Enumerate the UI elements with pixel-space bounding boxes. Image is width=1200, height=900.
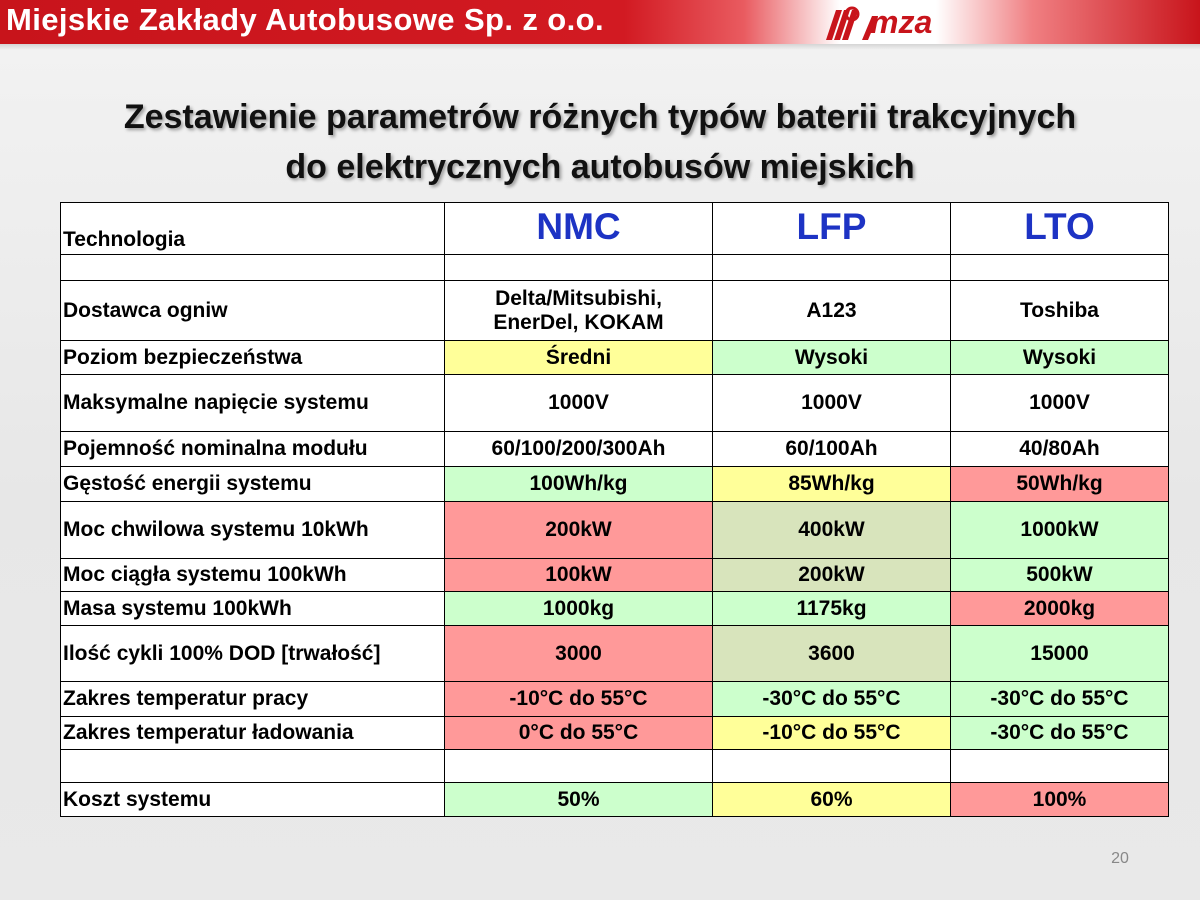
row-masa-systemu	[61, 592, 1169, 626]
cell-lto: Toshiba	[951, 281, 1169, 341]
cell-lto: 2000kg	[951, 592, 1169, 626]
header-label-technologia: Technologia	[61, 203, 445, 255]
cell-lfp: -30°C do 55°C	[713, 682, 951, 717]
row-zakres-temperatur-ladowania	[61, 717, 1169, 750]
header-lto: LTO	[951, 203, 1169, 255]
cell-lfp: -10°C do 55°C	[713, 717, 951, 750]
cell-lfp: 1175kg	[713, 592, 951, 626]
cell-lto	[951, 750, 1169, 783]
row-label: Koszt systemu	[61, 783, 445, 817]
cell-nmc	[445, 750, 713, 783]
row-poziom-bezpieczenstwa	[61, 341, 1169, 375]
row-label: Pojemność nominalna modułu	[61, 432, 445, 467]
cell-lto: 15000	[951, 626, 1169, 682]
row-label: Moc ciągła systemu 100kWh	[61, 559, 445, 592]
row-label: Gęstość energii systemu	[61, 467, 445, 502]
cell-lfp: 400kW	[713, 502, 951, 559]
cell-nmc: 100kW	[445, 559, 713, 592]
row-moc-ciagla	[61, 559, 1169, 592]
header-bar	[0, 0, 1200, 44]
cell-lfp: 60/100Ah	[713, 432, 951, 467]
empty-row-1	[61, 255, 1169, 281]
slide-title-line-2: do elektrycznych autobusów miejskich	[285, 148, 915, 186]
row-label	[61, 750, 445, 783]
row-dostawca-ogniw	[61, 281, 1169, 341]
row-ilosc-cykli	[61, 626, 1169, 682]
company-name: Miejskie Zakłady Autobusowe Sp. z o.o.	[6, 2, 604, 37]
row-label: Ilość cykli 100% DOD [trwałość]	[61, 626, 445, 682]
cell-nmc: 0°C do 55°C	[445, 717, 713, 750]
row-label: Masa systemu 100kWh	[61, 592, 445, 626]
row-label: Maksymalne napięcie systemu	[61, 375, 445, 432]
cell-lfp: 200kW	[713, 559, 951, 592]
row-pojemnosc-nominalna	[61, 432, 1169, 467]
cell-nmc: 3000	[445, 626, 713, 682]
cell-lfp: Wysoki	[713, 341, 951, 375]
slide-title-line-1: Zestawienie parametrów różnych typów baterii trakcyjnych	[123, 98, 1077, 136]
mza-logo	[822, 0, 962, 44]
cell-lfp: 3600	[713, 626, 951, 682]
slide-title	[0, 92, 1200, 192]
cell-lfp: 85Wh/kg	[713, 467, 951, 502]
cell-lto: 1000V	[951, 375, 1169, 432]
cell-lto: -30°C do 55°C	[951, 682, 1169, 717]
cell-nmc: 1000kg	[445, 592, 713, 626]
row-label: Zakres temperatur pracy	[61, 682, 445, 717]
row-koszt-systemu	[61, 783, 1169, 817]
row-label: Poziom bezpieczeństwa	[61, 341, 445, 375]
page-number: 20	[1111, 850, 1129, 867]
header-lfp: LFP	[713, 203, 951, 255]
cell-nmc: Delta/Mitsubishi, EnerDel, KOKAM	[445, 281, 713, 341]
cell-lfp	[713, 255, 951, 281]
table-header-row	[61, 203, 1169, 255]
cell-lfp: 1000V	[713, 375, 951, 432]
cell-lto: -30°C do 55°C	[951, 717, 1169, 750]
row-moc-chwilowa	[61, 502, 1169, 559]
cell-lfp: 60%	[713, 783, 951, 817]
cell-lto: 50Wh/kg	[951, 467, 1169, 502]
cell-lto	[951, 255, 1169, 281]
cell-lto: 100%	[951, 783, 1169, 817]
cell-nmc: 50%	[445, 783, 713, 817]
cell-lto: Wysoki	[951, 341, 1169, 375]
cell-nmc: 100Wh/kg	[445, 467, 713, 502]
battery-parameters-table	[60, 202, 1169, 817]
row-maksymalne-napiecie	[61, 375, 1169, 432]
row-zakres-temperatur-pracy	[61, 682, 1169, 717]
cell-lfp	[713, 750, 951, 783]
cell-nmc	[445, 255, 713, 281]
row-label: Moc chwilowa systemu 10kWh	[61, 502, 445, 559]
cell-lto: 500kW	[951, 559, 1169, 592]
cell-nmc: 1000V	[445, 375, 713, 432]
cell-nmc: 60/100/200/300Ah	[445, 432, 713, 467]
cell-nmc: Średni	[445, 341, 713, 375]
cell-lto: 1000kW	[951, 502, 1169, 559]
cell-nmc: -10°C do 55°C	[445, 682, 713, 717]
row-label	[61, 255, 445, 281]
cell-lfp: A123	[713, 281, 951, 341]
cell-lto: 40/80Ah	[951, 432, 1169, 467]
header-shadow	[0, 44, 1200, 50]
header-nmc: NMC	[445, 203, 713, 255]
logo-text: mza	[870, 4, 933, 40]
row-label: Zakres temperatur ładowania	[61, 717, 445, 750]
row-label: Dostawca ogniw	[61, 281, 445, 341]
cell-nmc: 200kW	[445, 502, 713, 559]
empty-row-2	[61, 750, 1169, 783]
row-gestosc-energii	[61, 467, 1169, 502]
